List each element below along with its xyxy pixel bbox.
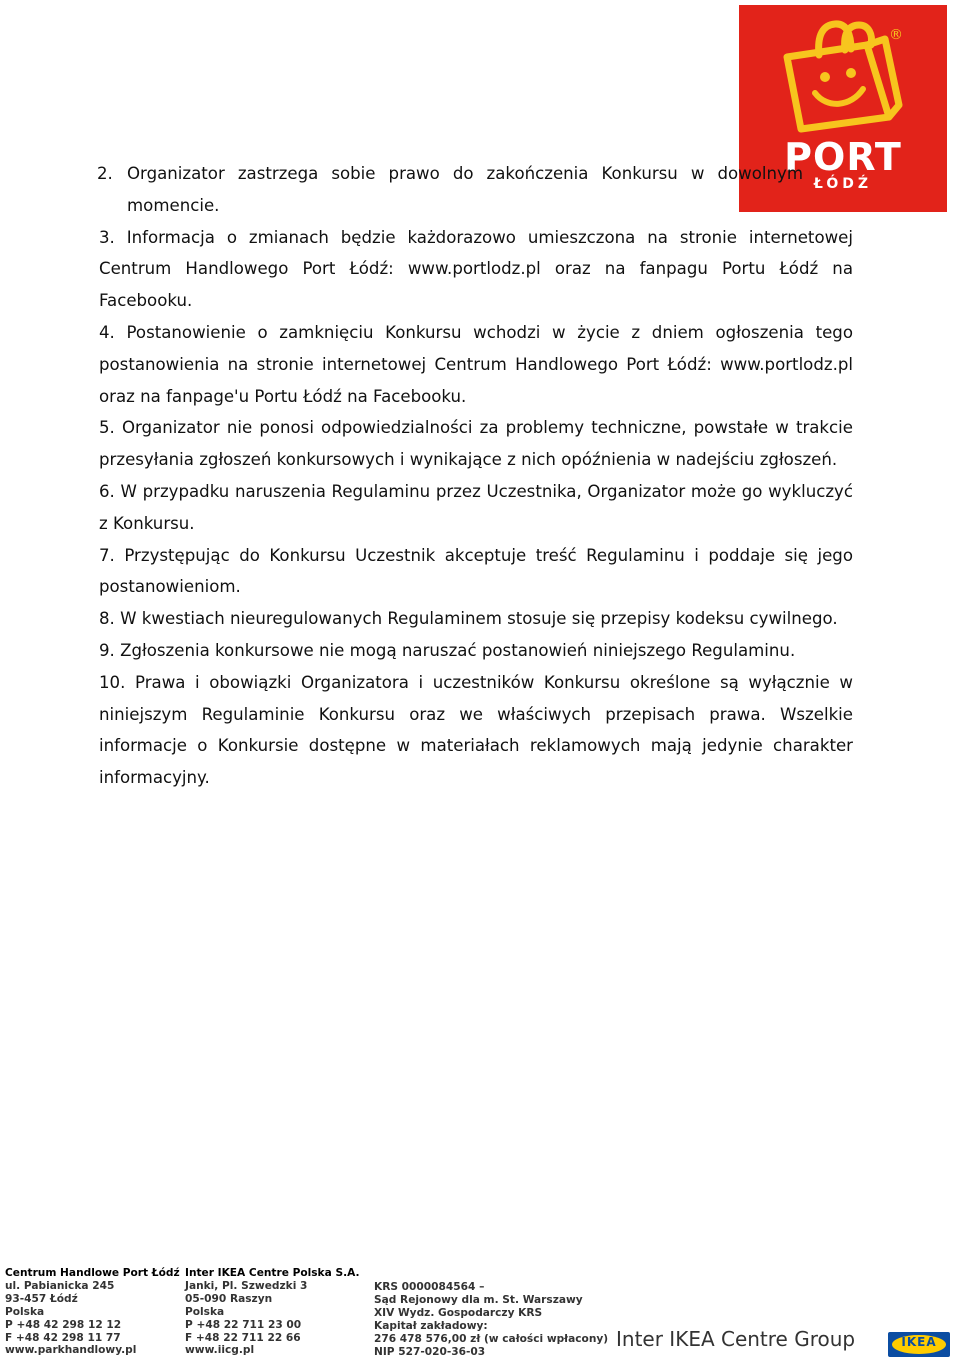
- rule-text: Zgłoszenia konkursowe nie mogą naruszać postanowień niniejszego Regulaminu.: [120, 640, 796, 660]
- logo-city: ŁÓDŹ: [813, 176, 873, 192]
- footer-line: P +48 22 711 23 00: [185, 1318, 302, 1331]
- ikea-logo-text: IKEA: [901, 1335, 937, 1349]
- rule-item: [99, 667, 853, 794]
- footer-line: XIV Wydz. Gospodarczy KRS: [374, 1306, 543, 1319]
- rule-number: 8.: [99, 609, 115, 629]
- footer-line: Kapitał zakładowy:: [374, 1319, 488, 1332]
- rule-text: Organizator zastrzega sobie prawo do zakończenia Konkursu w dowolnym momencie.: [127, 164, 803, 215]
- svg-text:®: ®: [889, 27, 903, 43]
- footer-line: KRS 0000084564 –: [374, 1281, 485, 1293]
- footer-line: 276 478 576,00 zł (w całości wpłacony): [374, 1332, 609, 1345]
- footer-line: F +48 42 298 11 77: [5, 1331, 121, 1344]
- rule-item: [99, 603, 853, 635]
- footer-registration: [374, 1281, 608, 1358]
- footer-website-link[interactable]: www.parkhandlowy.pl: [5, 1344, 137, 1357]
- rule-item: [99, 540, 853, 604]
- footer-line: ul. Pabianicka 245: [5, 1279, 115, 1292]
- footer-website-link[interactable]: www.iicg.pl: [185, 1344, 255, 1357]
- rule-number: 5.: [99, 418, 115, 438]
- rule-number: 3.: [99, 227, 115, 247]
- rule-number: 6.: [99, 481, 115, 501]
- rule-text: Informacja o zmianach będzie każdorazowo umieszczona na stronie internetowej Centrum Handlowego Port Łódź: www.portlodz.pl oraz na fanpagu Portu Łódź na Facebooku.: [99, 227, 853, 311]
- rule-text: Prawa i obowiązki Organizatora i uczestników Konkursu określone są wyłącznie w niniejszym Regulaminie Konkursu oraz we właściwych przepisach prawa. Wszelkie informacje o Konkursie dostępne w materiałach reklamowych mają jedynie charakter informacyjny.: [99, 672, 854, 788]
- rule-item: [99, 222, 853, 317]
- footer-address-iicp: [185, 1267, 360, 1357]
- rule-number: 10.: [99, 672, 126, 692]
- rule-item: [99, 317, 853, 412]
- ikea-logo: [888, 1332, 950, 1357]
- page-footer: [5, 1267, 955, 1357]
- rule-item: [67, 158, 803, 222]
- rule-number: 7.: [99, 545, 115, 565]
- rule-text: Postanowienie o zamknięciu Konkursu wchodzi w życie z dniem ogłoszenia tego postanowienia na stronie internetowej Centrum Handlowego Port Łódź: www.portlodz.pl oraz na fanpage'u Portu Łódź na Facebooku.: [99, 322, 853, 406]
- rule-item: [99, 635, 853, 667]
- footer-line: Sąd Rejonowy dla m. St. Warszawy: [374, 1293, 583, 1306]
- rule-item: [99, 412, 853, 476]
- footer-line: Janki, Pl. Szwedzki 3: [185, 1279, 308, 1292]
- rule-text: Organizator nie ponosi odpowiedzialności za problemy techniczne, powstałe w trakcie przesyłania zgłoszeń konkursowych i wynikające z nich opóźnienia w nadejściu zgłoszeń.: [99, 418, 853, 470]
- rule-number: 2.: [97, 164, 113, 183]
- rule-number: 9.: [99, 640, 115, 660]
- rules-list: [99, 158, 853, 794]
- rule-text: W kwestiach nieuregulowanych Regulaminem stosuje się przepisy kodeksu cywilnego.: [120, 609, 838, 629]
- footer-line: Polska: [5, 1305, 45, 1318]
- footer-company-name: Inter IKEA Centre Polska S.A.: [185, 1267, 360, 1279]
- footer-line: NIP 527-020-36-03: [374, 1345, 486, 1358]
- footer-line: F +48 22 711 22 66: [185, 1331, 301, 1344]
- footer-company-name: Centrum Handlowe Port Łódź: [5, 1267, 180, 1279]
- footer-line: 05-090 Raszyn: [185, 1292, 273, 1305]
- rule-text: W przypadku naruszenia Regulaminu przez Uczestnika, Organizator może go wykluczyć z Konkursu.: [99, 481, 853, 533]
- footer-address-port: [5, 1267, 180, 1357]
- rule-number: 4.: [99, 322, 115, 342]
- footer-line: P +48 42 298 12 12: [5, 1318, 122, 1331]
- rule-item: [99, 476, 853, 540]
- footer-line: 93-457 Łódź: [5, 1292, 78, 1305]
- logo-brand: PORT: [784, 135, 902, 179]
- group-name: Inter IKEA Centre Group: [616, 1327, 856, 1351]
- footer-line: Polska: [185, 1305, 225, 1318]
- rule-text: Przystępując do Konkursu Uczestnik akceptuje treść Regulaminu i poddaje się jego postanowieniom.: [99, 545, 853, 597]
